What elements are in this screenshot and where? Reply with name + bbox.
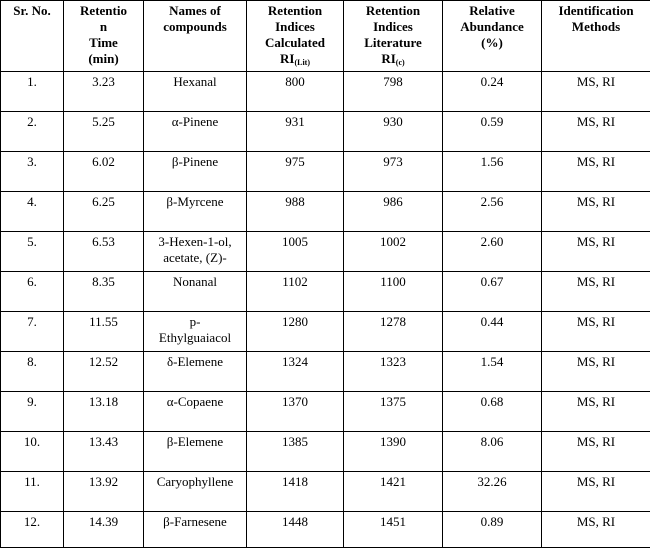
table-row	[1, 392, 650, 432]
header-line: Sr. No.	[13, 3, 50, 18]
cell-retention-time	[64, 352, 144, 392]
cell-sr-no	[1, 472, 64, 512]
cell-ri-literature-text: 973	[383, 154, 403, 169]
table-row	[1, 232, 650, 272]
cell-retention-time-text: 6.53	[92, 234, 115, 249]
cell-sr-no	[1, 152, 64, 192]
cell-compound-name	[144, 152, 247, 192]
cell-ri-calculated-text: 1385	[282, 434, 308, 449]
cell-ri-literature-text: 930	[383, 114, 403, 129]
header-line: n	[100, 19, 107, 34]
cell-identification-method	[542, 472, 650, 512]
header-retention-time	[64, 1, 144, 72]
cell-retention-time-text: 3.23	[92, 74, 115, 89]
cell-sr-no-text: 10.	[24, 434, 40, 449]
header-relative-abundance	[443, 1, 542, 72]
cell-ri-calculated	[247, 472, 344, 512]
header-line: Relative	[469, 3, 514, 18]
cell-ri-literature	[344, 152, 443, 192]
cell-identification-method-text: MS, RI	[577, 354, 615, 369]
cell-ri-literature	[344, 112, 443, 152]
cell-retention-time-text: 8.35	[92, 274, 115, 289]
header-line: Calculated	[265, 35, 325, 50]
cell-ri-literature	[344, 272, 443, 312]
cell-ri-literature	[344, 512, 443, 548]
header-line: Methods	[572, 19, 620, 34]
cell-sr-no	[1, 432, 64, 472]
cell-compound-name	[144, 432, 247, 472]
header-row	[1, 1, 650, 72]
cell-compound-name	[144, 392, 247, 432]
header-line: RI	[280, 51, 294, 66]
cell-sr-no-text: 1.	[27, 74, 37, 89]
cell-compound-name-text: β-Myrcene	[166, 194, 223, 209]
cell-relative-abundance	[443, 112, 542, 152]
cell-identification-method-text: MS, RI	[577, 314, 615, 329]
cell-ri-literature-text: 986	[383, 194, 403, 209]
cell-ri-literature-text: 798	[383, 74, 403, 89]
cell-ri-literature-text: 1100	[380, 274, 406, 289]
cell-relative-abundance-text: 0.89	[481, 514, 504, 529]
cell-retention-time-text: 13.43	[89, 434, 118, 449]
cell-sr-no-text: 12.	[24, 514, 40, 529]
cell-identification-method	[542, 72, 650, 112]
cell-identification-method	[542, 512, 650, 548]
cell-relative-abundance	[443, 192, 542, 232]
cell-relative-abundance	[443, 432, 542, 472]
header-line: (min)	[88, 51, 118, 66]
cell-compound-name-text-line2: Ethylguaiacol	[159, 330, 231, 345]
cell-ri-calculated-text: 1448	[282, 514, 308, 529]
cell-ri-calculated-text: 1418	[282, 474, 308, 489]
cell-ri-calculated	[247, 512, 344, 548]
cell-compound-name	[144, 352, 247, 392]
cell-identification-method	[542, 112, 650, 152]
header-compound-names	[144, 1, 247, 72]
cell-ri-literature-text: 1375	[380, 394, 406, 409]
cell-ri-calculated-text: 1102	[282, 274, 308, 289]
cell-identification-method-text: MS, RI	[577, 434, 615, 449]
cell-relative-abundance-text: 0.44	[481, 314, 504, 329]
header-ri-literature	[344, 1, 443, 72]
cell-ri-literature-text: 1451	[380, 514, 406, 529]
table-row	[1, 312, 650, 352]
cell-ri-calculated	[247, 392, 344, 432]
cell-ri-calculated-text: 931	[285, 114, 305, 129]
header-line: Retention	[366, 3, 420, 18]
cell-relative-abundance	[443, 72, 542, 112]
cell-retention-time	[64, 152, 144, 192]
cell-ri-calculated-text: 975	[285, 154, 305, 169]
cell-ri-literature	[344, 192, 443, 232]
cell-sr-no	[1, 512, 64, 548]
cell-retention-time	[64, 272, 144, 312]
header-sr-no	[1, 1, 64, 72]
cell-retention-time	[64, 432, 144, 472]
header-line: (%)	[481, 35, 503, 50]
table-body	[1, 72, 650, 548]
cell-identification-method-text: MS, RI	[577, 274, 615, 289]
cell-relative-abundance-text: 1.56	[481, 154, 504, 169]
cell-relative-abundance	[443, 352, 542, 392]
cell-identification-method-text: MS, RI	[577, 514, 615, 529]
cell-ri-calculated	[247, 312, 344, 352]
cell-ri-calculated	[247, 152, 344, 192]
header-identification-methods	[542, 1, 650, 72]
cell-identification-method	[542, 272, 650, 312]
cell-ri-calculated	[247, 272, 344, 312]
cell-compound-name	[144, 72, 247, 112]
cell-retention-time-text: 6.02	[92, 154, 115, 169]
cell-relative-abundance	[443, 512, 542, 548]
header-line: Retentio	[80, 3, 127, 18]
cell-compound-name-text: β-Elemene	[167, 434, 223, 449]
cell-sr-no	[1, 232, 64, 272]
header-ri-calculated	[247, 1, 344, 72]
cell-compound-name	[144, 272, 247, 312]
table-row	[1, 272, 650, 312]
cell-sr-no-text: 9.	[27, 394, 37, 409]
cell-sr-no-text: 8.	[27, 354, 37, 369]
cell-retention-time	[64, 72, 144, 112]
cell-identification-method-text: MS, RI	[577, 74, 615, 89]
cell-ri-literature-text: 1002	[380, 234, 406, 249]
cell-ri-calculated-text: 1005	[282, 234, 308, 249]
header-line: Retention	[268, 3, 322, 18]
cell-retention-time	[64, 112, 144, 152]
cell-compound-name-text: Nonanal	[173, 274, 217, 289]
cell-ri-literature	[344, 352, 443, 392]
cell-identification-method	[542, 312, 650, 352]
cell-retention-time	[64, 392, 144, 432]
cell-ri-literature	[344, 312, 443, 352]
cell-ri-calculated	[247, 432, 344, 472]
cell-ri-literature	[344, 432, 443, 472]
cell-compound-name-text: β-Farnesene	[163, 514, 227, 529]
cell-relative-abundance	[443, 272, 542, 312]
header-subscript: (c)	[396, 58, 405, 67]
cell-relative-abundance	[443, 312, 542, 352]
cell-ri-calculated-text: 1324	[282, 354, 308, 369]
table-row	[1, 152, 650, 192]
header-line: Indices	[373, 19, 413, 34]
header-line: Literature	[364, 35, 422, 50]
cell-sr-no	[1, 392, 64, 432]
cell-sr-no	[1, 192, 64, 232]
cell-relative-abundance-text: 2.60	[481, 234, 504, 249]
cell-compound-name	[144, 112, 247, 152]
cell-sr-no-text: 3.	[27, 154, 37, 169]
cell-identification-method	[542, 432, 650, 472]
cell-sr-no-text: 4.	[27, 194, 37, 209]
cell-retention-time-text: 11.55	[89, 314, 118, 329]
header-subscript: (Lit)	[294, 58, 310, 67]
table-row	[1, 352, 650, 392]
cell-sr-no	[1, 272, 64, 312]
cell-compound-name-text: α-Pinene	[172, 114, 219, 129]
cell-identification-method-text: MS, RI	[577, 474, 615, 489]
cell-retention-time-text: 6.25	[92, 194, 115, 209]
cell-ri-calculated-text: 1370	[282, 394, 308, 409]
cell-compound-name	[144, 312, 247, 352]
cell-identification-method	[542, 152, 650, 192]
cell-sr-no	[1, 112, 64, 152]
cell-ri-calculated	[247, 112, 344, 152]
cell-identification-method	[542, 232, 650, 272]
cell-compound-name-text: 3-Hexen-1-ol,	[158, 234, 231, 249]
cell-relative-abundance-text: 0.68	[481, 394, 504, 409]
cell-identification-method-text: MS, RI	[577, 114, 615, 129]
cell-relative-abundance-text: 2.56	[481, 194, 504, 209]
cell-retention-time	[64, 512, 144, 548]
table-row	[1, 72, 650, 112]
cell-ri-calculated-text: 800	[285, 74, 305, 89]
cell-compound-name-text: Hexanal	[173, 74, 216, 89]
cell-retention-time-text: 13.18	[89, 394, 118, 409]
cell-compound-name-text: p-	[190, 314, 201, 329]
cell-ri-literature	[344, 392, 443, 432]
cell-compound-name	[144, 512, 247, 548]
cell-sr-no	[1, 72, 64, 112]
cell-ri-literature	[344, 232, 443, 272]
cell-retention-time-text: 13.92	[89, 474, 118, 489]
header-line: RI	[381, 51, 395, 66]
cell-retention-time-text: 14.39	[89, 514, 118, 529]
cell-identification-method-text: MS, RI	[577, 234, 615, 249]
cell-ri-calculated	[247, 232, 344, 272]
table-row	[1, 472, 650, 512]
table-row	[1, 192, 650, 232]
cell-ri-literature	[344, 472, 443, 512]
cell-compound-name-text: Caryophyllene	[157, 474, 234, 489]
cell-retention-time	[64, 312, 144, 352]
cell-identification-method	[542, 392, 650, 432]
cell-compound-name-text-line2: acetate, (Z)-	[163, 250, 227, 265]
cell-identification-method-text: MS, RI	[577, 154, 615, 169]
cell-compound-name-text: α-Copaene	[167, 394, 224, 409]
cell-ri-calculated-text: 988	[285, 194, 305, 209]
cell-relative-abundance	[443, 232, 542, 272]
cell-relative-abundance	[443, 392, 542, 432]
cell-ri-literature	[344, 72, 443, 112]
table-row	[1, 112, 650, 152]
table-row	[1, 512, 650, 548]
cell-compound-name	[144, 232, 247, 272]
cell-sr-no-text: 7.	[27, 314, 37, 329]
cell-compound-name-text: β-Pinene	[172, 154, 218, 169]
cell-identification-method	[542, 352, 650, 392]
cell-ri-literature-text: 1421	[380, 474, 406, 489]
cell-sr-no-text: 6.	[27, 274, 37, 289]
header-line: Names of	[169, 3, 221, 18]
cell-compound-name-text: δ-Elemene	[167, 354, 223, 369]
cell-identification-method	[542, 192, 650, 232]
cell-ri-calculated	[247, 192, 344, 232]
cell-retention-time	[64, 192, 144, 232]
table-row	[1, 432, 650, 472]
header-line: compounds	[163, 19, 227, 34]
cell-identification-method-text: MS, RI	[577, 194, 615, 209]
cell-ri-calculated	[247, 72, 344, 112]
cell-retention-time-text: 12.52	[89, 354, 118, 369]
cell-identification-method-text: MS, RI	[577, 394, 615, 409]
cell-retention-time	[64, 232, 144, 272]
cell-ri-calculated	[247, 352, 344, 392]
cell-ri-literature-text: 1323	[380, 354, 406, 369]
cell-relative-abundance-text: 8.06	[481, 434, 504, 449]
cell-relative-abundance	[443, 472, 542, 512]
cell-relative-abundance-text: 1.54	[481, 354, 504, 369]
cell-relative-abundance-text: 0.24	[481, 74, 504, 89]
header-line: Time	[89, 35, 118, 50]
header-line: Identification	[558, 3, 633, 18]
cell-relative-abundance	[443, 152, 542, 192]
cell-retention-time	[64, 472, 144, 512]
cell-ri-calculated-text: 1280	[282, 314, 308, 329]
cell-sr-no	[1, 352, 64, 392]
cell-sr-no-text: 2.	[27, 114, 37, 129]
cell-relative-abundance-text: 0.67	[481, 274, 504, 289]
cell-sr-no-text: 5.	[27, 234, 37, 249]
header-line: Indices	[275, 19, 315, 34]
cell-sr-no-text: 11.	[24, 474, 40, 489]
header-line: Abundance	[460, 19, 524, 34]
cell-sr-no	[1, 312, 64, 352]
cell-ri-literature-text: 1278	[380, 314, 406, 329]
cell-ri-literature-text: 1390	[380, 434, 406, 449]
cell-compound-name	[144, 192, 247, 232]
cell-compound-name	[144, 472, 247, 512]
cell-retention-time-text: 5.25	[92, 114, 115, 129]
cell-relative-abundance-text: 32.26	[477, 474, 506, 489]
cell-relative-abundance-text: 0.59	[481, 114, 504, 129]
